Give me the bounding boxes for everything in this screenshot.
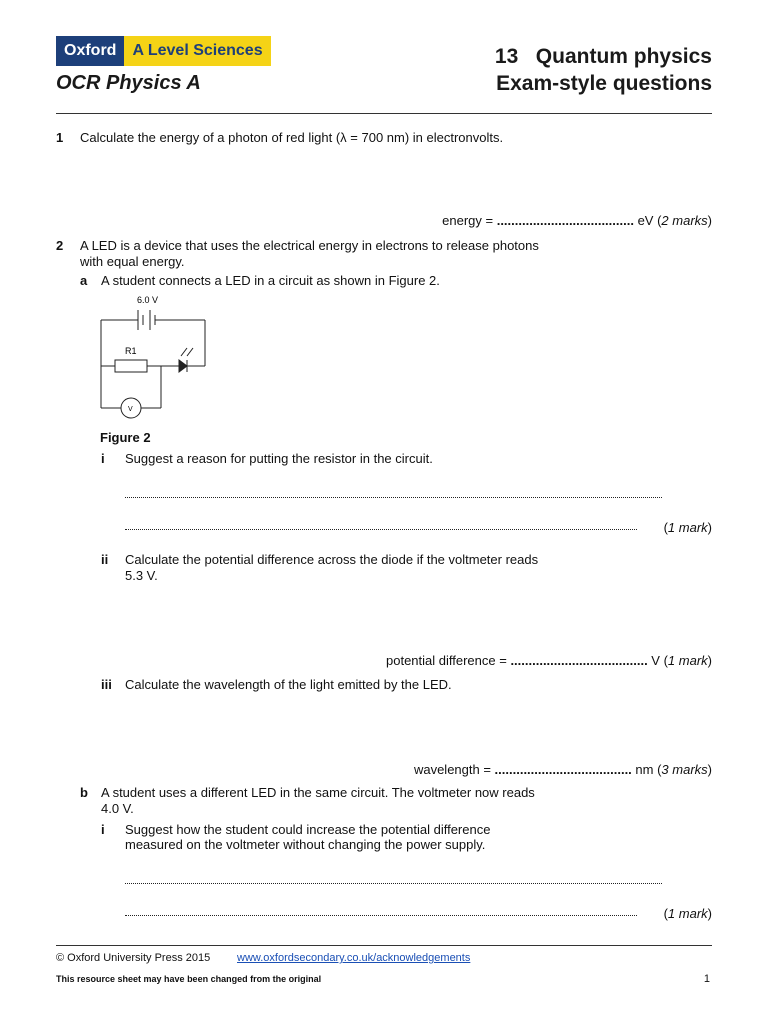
marks: 1 mark bbox=[667, 653, 708, 668]
acknowledgements-link[interactable]: www.oxfordsecondary.co.uk/acknowledgements bbox=[237, 952, 471, 964]
figure-caption: Figure 2 bbox=[100, 430, 151, 445]
part-b-i-marks bbox=[664, 906, 712, 921]
part-a-text: A student connects a LED in a circuit as shown in Figure 2. bbox=[101, 273, 440, 288]
marks-open: ( bbox=[663, 520, 668, 535]
brand-logo bbox=[56, 36, 271, 66]
subject-title: OCR Physics A bbox=[56, 72, 201, 94]
marks: 1 mark bbox=[667, 906, 708, 921]
part-b-i-text-line2: measured on the voltmeter without changing the power supply. bbox=[125, 837, 486, 852]
chapter-title: 13 Quantum physics bbox=[494, 45, 712, 68]
part-a-i-marks bbox=[664, 520, 712, 535]
marks-close: ) bbox=[707, 213, 712, 228]
header-rule bbox=[56, 113, 712, 114]
footer-copyright: © Oxford University Press 2015 bbox=[56, 952, 211, 964]
part-a-ii-text-line2: 5.3 V. bbox=[125, 568, 158, 583]
resistor bbox=[115, 360, 147, 372]
part-a-i-roman: i bbox=[101, 451, 105, 466]
section-title: Exam-style questions bbox=[496, 72, 712, 95]
marks-close: ) bbox=[707, 653, 712, 668]
marks-close: ) bbox=[707, 520, 712, 535]
resistor-label: R1 bbox=[125, 346, 137, 356]
answer-unit: nm ( bbox=[631, 762, 662, 777]
footer-note: This resource sheet may have been changed from the original bbox=[56, 974, 322, 984]
battery-label: 6.0 V bbox=[137, 295, 159, 305]
brand-series: A Level Sciences bbox=[124, 36, 270, 66]
part-b-letter: b bbox=[80, 785, 88, 800]
answer-line-a-i-2[interactable] bbox=[125, 529, 637, 530]
brand-oxford: Oxford bbox=[56, 36, 124, 66]
part-a-iii-text: Calculate the wavelength of the light emitted by the LED. bbox=[125, 677, 452, 692]
marks: 3 marks bbox=[661, 762, 708, 777]
part-a-letter: a bbox=[80, 273, 88, 288]
answer-label: wavelength = bbox=[413, 762, 495, 777]
part-a-ii-text-line1: Calculate the potential difference across the diode if the voltmeter reads bbox=[125, 552, 539, 567]
part-b-i-roman: i bbox=[101, 822, 105, 837]
question-2-text-line2: with equal energy. bbox=[80, 254, 185, 269]
question-2-text-line1: A LED is a device that uses the electrical energy in electrons to release photons bbox=[80, 238, 539, 253]
answer-unit: eV ( bbox=[633, 213, 662, 228]
marks-open: ( bbox=[663, 906, 668, 921]
marks: 1 mark bbox=[667, 520, 708, 535]
part-b-text-line1: A student uses a different LED in the same circuit. The voltmeter now reads bbox=[101, 785, 535, 800]
marks-close: ) bbox=[707, 906, 712, 921]
page-number: 1 bbox=[703, 973, 710, 985]
part-a-ii-roman: ii bbox=[101, 552, 109, 567]
answer-label: energy = bbox=[442, 213, 497, 228]
question-1-answer-line bbox=[442, 213, 712, 228]
answer-line-b-i-2[interactable] bbox=[125, 915, 637, 916]
answer-dots[interactable]: ...................................... bbox=[510, 653, 648, 668]
part-b-i-text-line1: Suggest how the student could increase the potential difference bbox=[125, 822, 491, 837]
answer-dots[interactable]: ...................................... bbox=[496, 213, 634, 228]
answer-line-a-i-1[interactable] bbox=[125, 497, 662, 498]
part-a-i-text: Suggest a reason for putting the resistor in the circuit. bbox=[125, 451, 433, 466]
part-a-iii-roman: iii bbox=[101, 677, 112, 692]
circuit-diagram bbox=[95, 290, 215, 420]
led-diode bbox=[179, 360, 187, 372]
answer-line-b-i-1[interactable] bbox=[125, 883, 662, 884]
part-b-text-line2: 4.0 V. bbox=[101, 801, 134, 816]
answer-label: potential difference = bbox=[386, 653, 511, 668]
voltmeter-label: V bbox=[128, 406, 133, 413]
part-a-iii-answer-line bbox=[414, 762, 712, 777]
marks-close: ) bbox=[707, 762, 712, 777]
answer-dots[interactable]: ...................................... bbox=[494, 762, 632, 777]
question-1-text: Calculate the energy of a photon of red light (λ = 700 nm) in electronvolts. bbox=[80, 130, 504, 145]
part-a-ii-answer-line bbox=[386, 653, 712, 668]
answer-unit: V ( bbox=[647, 653, 668, 668]
question-2-number: 2 bbox=[56, 238, 64, 253]
question-1-number: 1 bbox=[56, 130, 64, 145]
footer-rule bbox=[56, 945, 712, 946]
marks: 2 marks bbox=[661, 213, 708, 228]
